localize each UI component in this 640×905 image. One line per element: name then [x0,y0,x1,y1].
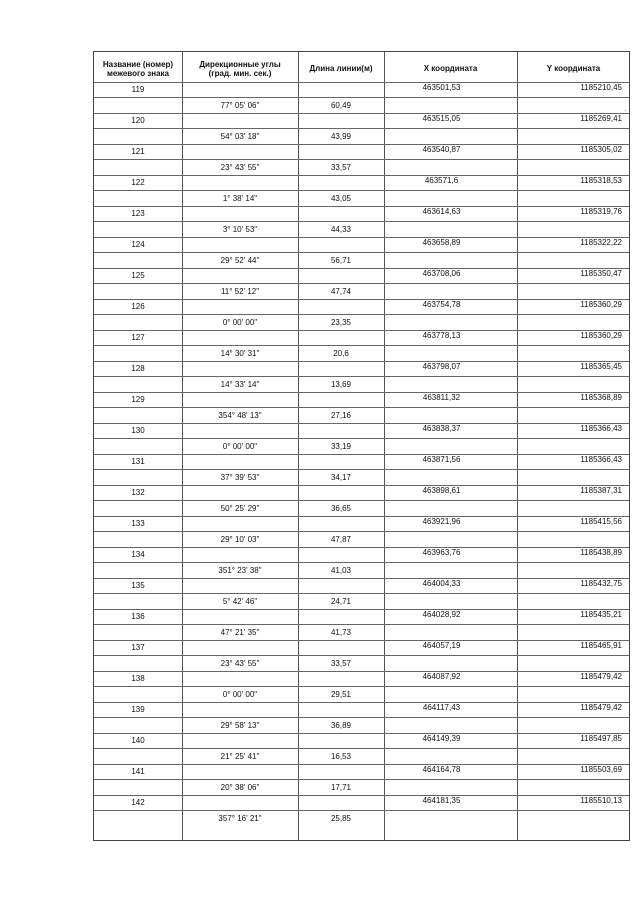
y-coordinate: 1185366,43 [580,424,622,433]
direction-angle: 29° 10' 03" [220,535,260,544]
boundary-coordinates-table [93,51,630,841]
line-length: 43,99 [330,132,352,141]
row-divider [94,810,629,811]
y-coordinate: 1185387,31 [580,486,622,495]
y-coordinate: 1185368,89 [580,393,622,402]
point-name: 140 [131,736,145,745]
x-coordinate: 464057,19 [422,641,461,650]
header-x: X координата [423,64,478,73]
point-name: 134 [131,550,145,559]
y-coordinate: 1185415,56 [580,517,622,526]
row-divider [94,748,629,749]
scan-speck [625,110,626,111]
direction-angle: 3° 10' 53" [222,225,258,234]
row-divider [94,190,629,191]
direction-angle: 54° 03' 18" [220,132,260,141]
direction-angle: 5° 42' 46" [222,597,258,606]
point-name: 126 [131,302,145,311]
x-coordinate: 463963,76 [422,548,461,557]
line-length: 41,73 [330,628,352,637]
direction-angle: 50° 25' 29" [220,504,260,513]
point-name: 123 [131,209,145,218]
x-coordinate: 464181,35 [422,796,461,805]
row-divider [94,593,629,594]
direction-angle: 37° 39' 53" [220,473,260,482]
row-divider [94,159,629,160]
line-length: 43,05 [330,194,352,203]
y-coordinate: 1185360,29 [580,300,622,309]
point-name: 125 [131,271,145,280]
header-name-line1: Название (номер) [102,60,174,69]
line-length: 60,49 [330,101,352,110]
row-divider [94,438,629,439]
point-name: 141 [131,767,145,776]
point-name: 131 [131,457,145,466]
header-y: Y координата [546,64,601,73]
x-coordinate: 463798,07 [422,362,461,371]
direction-angle: 354° 48' 13" [218,411,262,420]
x-coordinate: 463571,6 [424,176,459,185]
row-divider [94,717,629,718]
direction-angle: 29° 58' 13" [220,721,260,730]
row-divider [94,376,629,377]
y-coordinate: 1185350,47 [580,269,622,278]
point-name: 133 [131,519,145,528]
x-coordinate: 463811,32 [422,393,461,402]
x-coordinate: 463838,37 [422,424,461,433]
row-divider [94,252,629,253]
column-divider [384,52,385,840]
x-coordinate: 464028,92 [422,610,461,619]
x-coordinate: 463658,89 [422,238,461,247]
y-coordinate: 1185360,29 [580,331,622,340]
row-divider [94,686,629,687]
line-length: 17,71 [330,783,352,792]
row-divider [94,283,629,284]
point-name: 135 [131,581,145,590]
row-divider [94,562,629,563]
header-name-line2: межевого знака [106,69,170,78]
x-coordinate: 463614,63 [422,207,461,216]
row-divider [94,779,629,780]
y-coordinate: 1185269,41 [580,114,622,123]
line-length: 23,35 [330,318,352,327]
direction-angle: 21° 25' 41" [220,752,260,761]
y-coordinate: 1185210,45 [580,83,622,92]
x-coordinate: 463871,56 [422,455,461,464]
direction-angle: 14° 33' 14" [220,380,260,389]
point-name: 129 [131,395,145,404]
y-coordinate: 1185438,89 [580,548,622,557]
point-name: 136 [131,612,145,621]
row-divider [94,221,629,222]
direction-angle: 14° 30' 31" [220,349,260,358]
y-coordinate: 1185322,22 [580,238,622,247]
point-name: 121 [131,147,145,156]
line-length: 44,33 [330,225,352,234]
direction-angle: 77° 05' 06" [220,101,260,110]
x-coordinate: 463540,87 [422,145,461,154]
point-name: 137 [131,643,145,652]
row-divider [94,500,629,501]
y-coordinate: 1185435,21 [580,610,622,619]
y-coordinate: 1185510,13 [580,796,622,805]
line-length: 56,71 [330,256,352,265]
point-name: 132 [131,488,145,497]
line-length: 36,89 [330,721,352,730]
x-coordinate: 464087,92 [422,672,461,681]
header-length: Длина линии(м) [309,64,373,73]
line-length: 41,03 [330,566,352,575]
line-length: 33,19 [330,442,352,451]
line-length: 33,57 [330,659,352,668]
row-divider [94,128,629,129]
row-divider [94,407,629,408]
row-divider [94,314,629,315]
x-coordinate: 463921,96 [422,517,461,526]
y-coordinate: 1185432,75 [580,579,622,588]
row-divider [94,624,629,625]
x-coordinate: 463898,61 [422,486,461,495]
line-length: 16,53 [330,752,352,761]
point-name: 127 [131,333,145,342]
direction-angle: 29° 52' 44" [220,256,260,265]
direction-angle: 0° 00' 00" [222,690,258,699]
row-divider [94,345,629,346]
column-divider [517,52,518,840]
line-length: 13,69 [330,380,352,389]
y-coordinate: 1185305,02 [580,145,622,154]
y-coordinate: 1185366,43 [580,455,622,464]
direction-angle: 0° 00' 00" [222,318,258,327]
line-length: 24,71 [330,597,352,606]
x-coordinate: 464004,33 [422,579,461,588]
y-coordinate: 1185319,76 [580,207,622,216]
direction-angle: 23° 43' 55" [220,163,260,172]
x-coordinate: 464149,39 [422,734,461,743]
point-name: 139 [131,705,145,714]
row-divider [94,531,629,532]
line-length: 20,6 [333,349,349,358]
header-angle [182,60,298,78]
y-coordinate: 1185479,42 [580,672,622,681]
direction-angle: 0° 00' 00" [222,442,258,451]
line-length: 29,51 [330,690,352,699]
header-name [94,60,182,78]
direction-angle: 351° 23' 38" [218,566,262,575]
direction-angle: 11° 52' 12" [220,287,260,296]
y-coordinate: 1185318,53 [580,176,622,185]
line-length: 33,57 [330,163,352,172]
row-divider [94,469,629,470]
point-name: 138 [131,674,145,683]
direction-angle: 20° 38' 06" [220,783,260,792]
x-coordinate: 463708,06 [422,269,461,278]
x-coordinate: 464117,43 [422,703,461,712]
header-angle-line1: Дирекционные углы [199,60,281,69]
header-angle-line2: (град. мин. сек.) [208,69,272,78]
y-coordinate: 1185479,42 [580,703,622,712]
point-name: 119 [131,85,145,94]
point-name: 124 [131,240,145,249]
line-length: 27,16 [330,411,352,420]
point-name: 122 [131,178,145,187]
line-length: 34,17 [330,473,352,482]
direction-angle: 47° 21' 35" [220,628,260,637]
x-coordinate: 463754,78 [422,300,461,309]
y-coordinate: 1185365,45 [580,362,622,371]
scan-speck [628,350,629,351]
direction-angle: 23° 43' 55" [220,659,260,668]
y-coordinate: 1185465,91 [580,641,622,650]
direction-angle: 357° 16' 21" [218,814,262,823]
x-coordinate: 463501,53 [422,83,461,92]
point-name: 120 [131,116,145,125]
line-length: 25,85 [330,814,352,823]
y-coordinate: 1185503,69 [580,765,622,774]
x-coordinate: 463515,05 [422,114,461,123]
point-name: 130 [131,426,145,435]
point-name: 142 [131,798,145,807]
line-length: 36,65 [330,504,352,513]
line-length: 47,74 [330,287,352,296]
point-name: 128 [131,364,145,373]
row-divider [94,655,629,656]
x-coordinate: 463778,13 [422,331,461,340]
line-length: 47,87 [330,535,352,544]
x-coordinate: 464164,78 [422,765,461,774]
y-coordinate: 1185497,85 [580,734,622,743]
direction-angle: 1° 38' 14" [222,194,258,203]
row-divider [94,97,629,98]
